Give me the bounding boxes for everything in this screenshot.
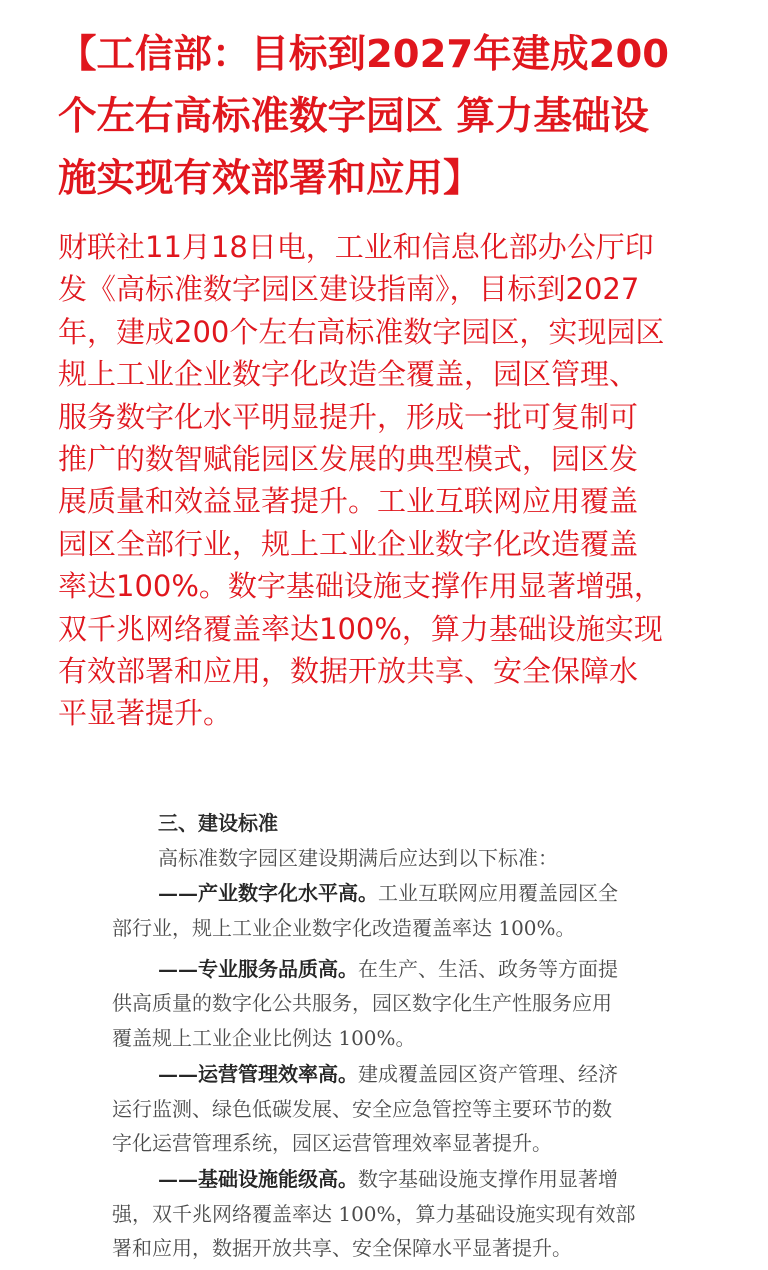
standard-item-line <box>158 956 618 982</box>
headline-line: 施实现有效部署和应用】 <box>58 156 482 201</box>
lead-line: 有效部署和应用，数据开放共享、安全保障水 <box>58 654 639 689</box>
standard-item-line: 供高质量的数字化公共服务，园区数字化生产性服务应用 <box>112 991 612 1015</box>
standard-text: 数字基础设施支撑作用显著增 <box>358 1167 618 1191</box>
standard-text: 建成覆盖园区资产管理、经济 <box>358 1062 618 1086</box>
lead-line: 年，建成200个左右高标准数字园区，实现园区 <box>58 314 665 349</box>
lead-line: 发《高标准数字园区建设指南》，目标到2027 <box>58 272 640 307</box>
standard-heading: ——专业服务品质高。 <box>158 957 358 981</box>
standard-item-line: 运行监测、绿色低碳发展、安全应急管控等主要环节的数 <box>112 1097 612 1121</box>
document-excerpt <box>0 796 768 1270</box>
lead-line: 双千兆网络覆盖率达100%，算力基础设施实现 <box>58 611 663 646</box>
standard-item-line: 署和应用，数据开放共享、安全保障水平显著提升。 <box>112 1236 572 1260</box>
standard-heading: ——产业数字化水平高。 <box>158 881 378 905</box>
standard-item-line: 强，双千兆网络覆盖率达 100%，算力基础设施实现有效部 <box>112 1202 636 1226</box>
standard-item-line: 覆盖规上工业企业比例达 100%。 <box>112 1026 416 1050</box>
lead-line: 财联社11月18日电，工业和信息化部办公厅印 <box>58 230 654 264</box>
standard-text: 工业互联网应用覆盖园区全 <box>378 881 618 905</box>
standard-item-line <box>158 1061 618 1087</box>
standard-heading: ——基础设施能级高。 <box>158 1167 358 1191</box>
standard-heading: ——运营管理效率高。 <box>158 1062 358 1086</box>
standard-item-line: 部行业，规上工业企业数字化改造覆盖率达 100%。 <box>112 916 576 940</box>
lead-line: 平显著提升。 <box>58 696 233 731</box>
standard-item-line <box>158 1166 618 1192</box>
headline-line: 【工信部：目标到2027年建成200 <box>58 32 670 77</box>
lead-line: 展质量和效益显著提升。工业互联网应用覆盖 <box>58 484 639 519</box>
headline <box>58 24 718 210</box>
lead-line: 规上工业企业数字化改造全覆盖，园区管理、 <box>58 357 639 392</box>
section-title: 三、建设标准 <box>158 811 278 835</box>
lead-line: 服务数字化水平明显提升，形成一批可复制可 <box>58 399 639 434</box>
lead-line: 率达100%。数字基础设施支撑作用显著增强， <box>58 569 663 604</box>
lead-line: 推广的数智赋能园区发展的典型模式，园区发 <box>58 442 639 477</box>
standard-item-line: 字化运营管理系统，园区运营管理效率显著提升。 <box>112 1131 552 1155</box>
standard-item-line <box>158 880 618 906</box>
lead-line: 园区全部行业，规上工业企业数字化改造覆盖 <box>58 526 639 561</box>
section-intro: 高标准数字园区建设期满后应达到以下标准： <box>158 846 558 870</box>
standard-text: 在生产、生活、政务等方面提 <box>358 957 618 981</box>
lead-paragraph <box>58 226 718 735</box>
headline-line: 个左右高标准数字园区 算力基础设 <box>58 94 649 139</box>
